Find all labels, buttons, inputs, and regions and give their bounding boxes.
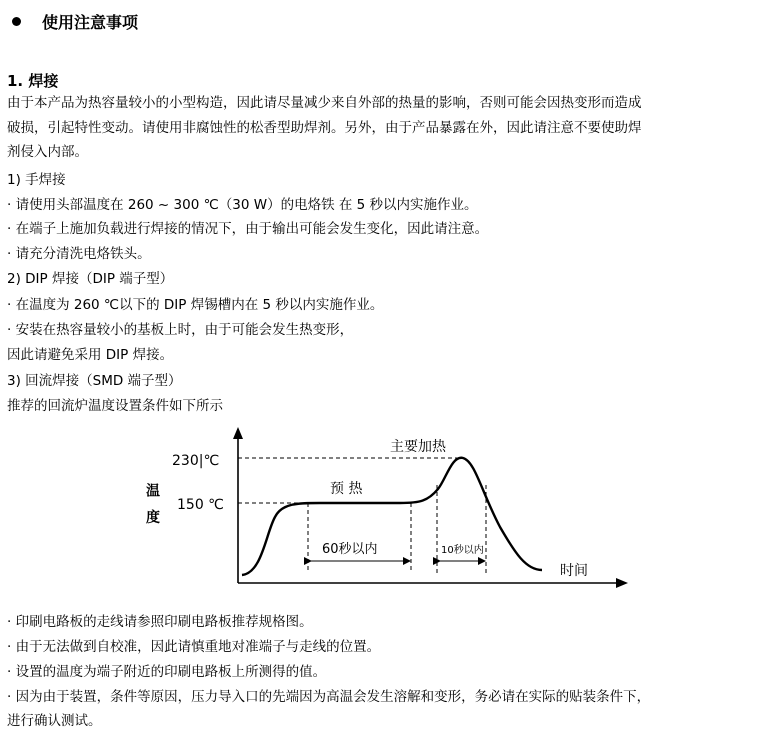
hand-item-1: · 请使用头部温度在 260 ~ 300 ℃（30 W）的电烙铁 在 5 秒以内实施作业。 <box>7 197 478 213</box>
main-heat-label: 主要加热 <box>390 439 446 455</box>
dip-heading: 2) DIP 焊接（DIP 端子型） <box>7 271 174 287</box>
x-axis-label: 时间 <box>560 563 588 579</box>
bullet-icon <box>12 17 21 26</box>
intro-line-3: 剂侵入内部。 <box>7 144 88 160</box>
hand-heading: 1) 手焊接 <box>7 172 66 188</box>
y-axis-arrow-icon <box>233 427 243 439</box>
note-1: · 印刷电路板的走线请参照印刷电路板推荐规格图。 <box>7 614 313 630</box>
reflow-intro: 推荐的回流炉温度设置条件如下所示 <box>7 398 223 414</box>
note-4: · 因为由于装置，条件等原因，压力导入口的先端因为高温会发生溶解和变形，务必请在实际的贴装条件下， <box>7 689 651 705</box>
peak-duration-label: 10秒以内 <box>441 545 484 556</box>
hand-item-3: · 请充分清洗电烙铁头。 <box>7 246 151 262</box>
intro-line-2: 破损，引起特性变动。请使用非腐蚀性的松香型助焊剂。另外，由于产品暴露在外，因此请注意不要使助焊 <box>7 120 642 136</box>
note-5: 进行确认测试。 <box>7 713 102 729</box>
reflow-heading: 3) 回流焊接（SMD 端子型） <box>7 373 182 389</box>
hand-item-2: · 在端子上施加负载进行焊接的情况下，由于输出可能会发生变化，因此请注意。 <box>7 221 489 237</box>
page-title <box>12 10 138 33</box>
intro-line-1: 由于本产品为热容量较小的小型构造，因此请尽量减少来自外部的热量的影响，否则可能会因热变形而造成 <box>7 95 642 111</box>
temperature-profile-curve <box>242 458 542 575</box>
dip-item-3: 因此请避免采用 DIP 焊接。 <box>7 347 174 363</box>
note-2: · 由于无法做到自校准，因此请慎重地对准端子与走线的位置。 <box>7 639 381 655</box>
reflow-profile-chart <box>130 425 635 593</box>
y-tick-150: 150 ℃ <box>177 497 224 513</box>
dip-item-2: · 安装在热容量较小的基板上时，由于可能会发生热变形， <box>7 322 354 338</box>
note-3: · 设置的温度为端子附近的印刷电路板上所测得的值。 <box>7 664 327 680</box>
preheat-label: 预 热 <box>330 481 363 497</box>
page-title-text: 使用注意事项 <box>42 13 139 32</box>
preheat-duration-label: 60秒以内 <box>322 542 378 557</box>
dip-item-1: · 在温度为 260 ℃以下的 DIP 焊锡槽内在 5 秒以内实施作业。 <box>7 297 384 313</box>
y-tick-230: 230|℃ <box>172 453 220 469</box>
y-axis-label: 温 度 <box>144 483 160 528</box>
x-axis-arrow-icon <box>616 578 628 588</box>
section-heading: 1. 焊接 <box>7 72 59 90</box>
